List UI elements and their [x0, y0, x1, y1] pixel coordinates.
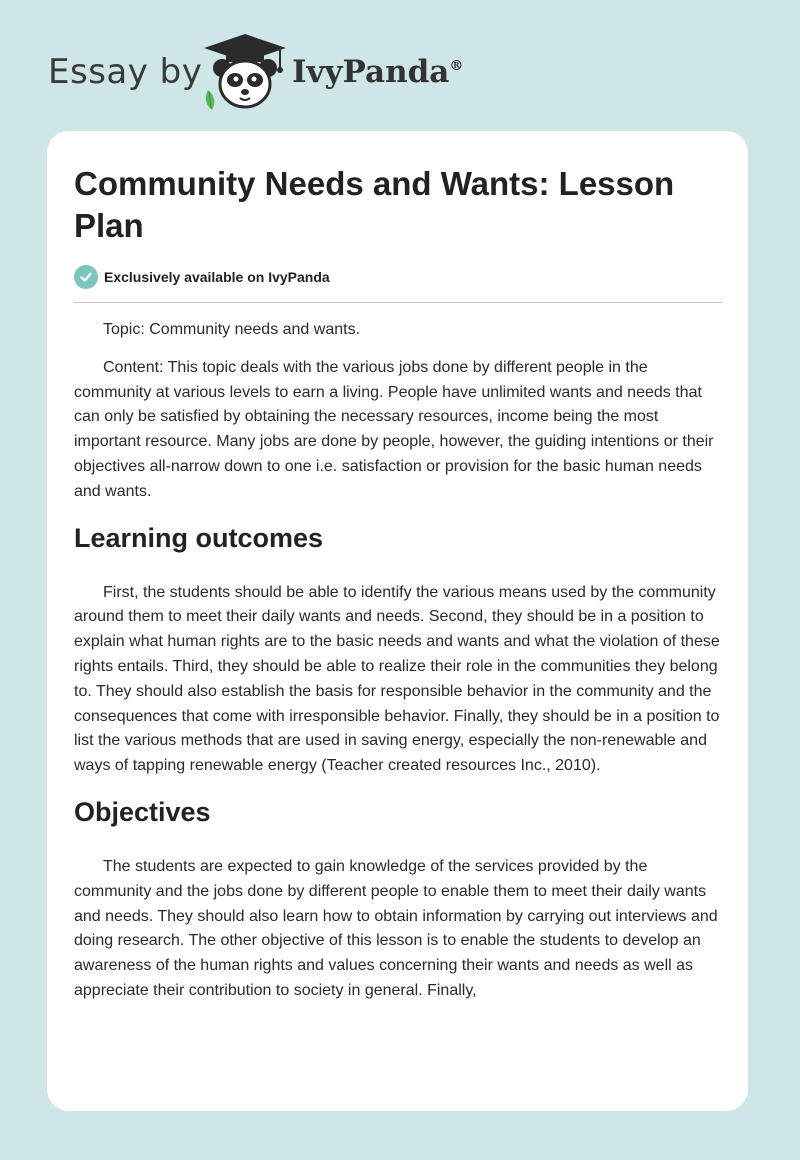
registered-mark: ® [449, 58, 464, 74]
paragraph-topic: Topic: Community needs and wants. [103, 321, 361, 338]
divider [74, 302, 723, 303]
heading-objectives: Objectives [74, 796, 211, 827]
check-icon [74, 265, 98, 289]
brand-name-text: IvyPanda [292, 54, 450, 90]
paragraph-objectives: The students are expected to gain knowledge of the services provided by the community and the jobs done by different people to enable them to meet their daily wants and needs. They should also learn how to obtain information by carrying out interviews and doing research. The other objective of this lesson is to enable the students to develop an awareness of the human rights and values concerning their wants and needs as well as appreciate their contribution to society in general. Finally, [74, 857, 718, 999]
paragraph-learning-outcomes: First, the students should be able to identify the various means used by the community around them to meet their daily wants and needs. Second, they should be in a position to explain what human rights are to the basic needs and wants and what the violation of these rights entails. Third, they should be able to realize their role in the communities they belong to. They should also establish the basis for responsible behavior in the community and the consequences that come with irresponsible behavior. Finally, they should be in a position to list the various methods that are used in saving energy, especially the non-renewable and ways of tapping renewable energy (Teacher created resources Inc., 2010). [74, 583, 720, 775]
heading-learning-outcomes: Learning outcomes [74, 522, 324, 553]
brand-name[interactable] [292, 54, 463, 90]
essay-by-label: Essay by [48, 52, 203, 92]
site-header [48, 30, 748, 110]
essay-card [47, 131, 748, 1111]
exclusive-badge [74, 263, 330, 291]
essay-body [74, 318, 724, 1017]
paragraph-content: Content: This topic deals with the various jobs done by different people in the community at various levels to earn a living. People have unlimited wants and needs that can only be satisfied by obtaining the necessary resources, income being the most important resource. Many jobs are done by people, however, the guiding intentions or their objectives all-narrow down to one i.e. satisfaction or provision for the basic human needs and wants. [74, 358, 714, 500]
page-title: Community Needs and Wants: Lesson Plan [74, 165, 675, 244]
exclusive-label: Exclusively available on IvyPanda [104, 269, 330, 285]
panda-logo-icon[interactable] [200, 32, 290, 112]
